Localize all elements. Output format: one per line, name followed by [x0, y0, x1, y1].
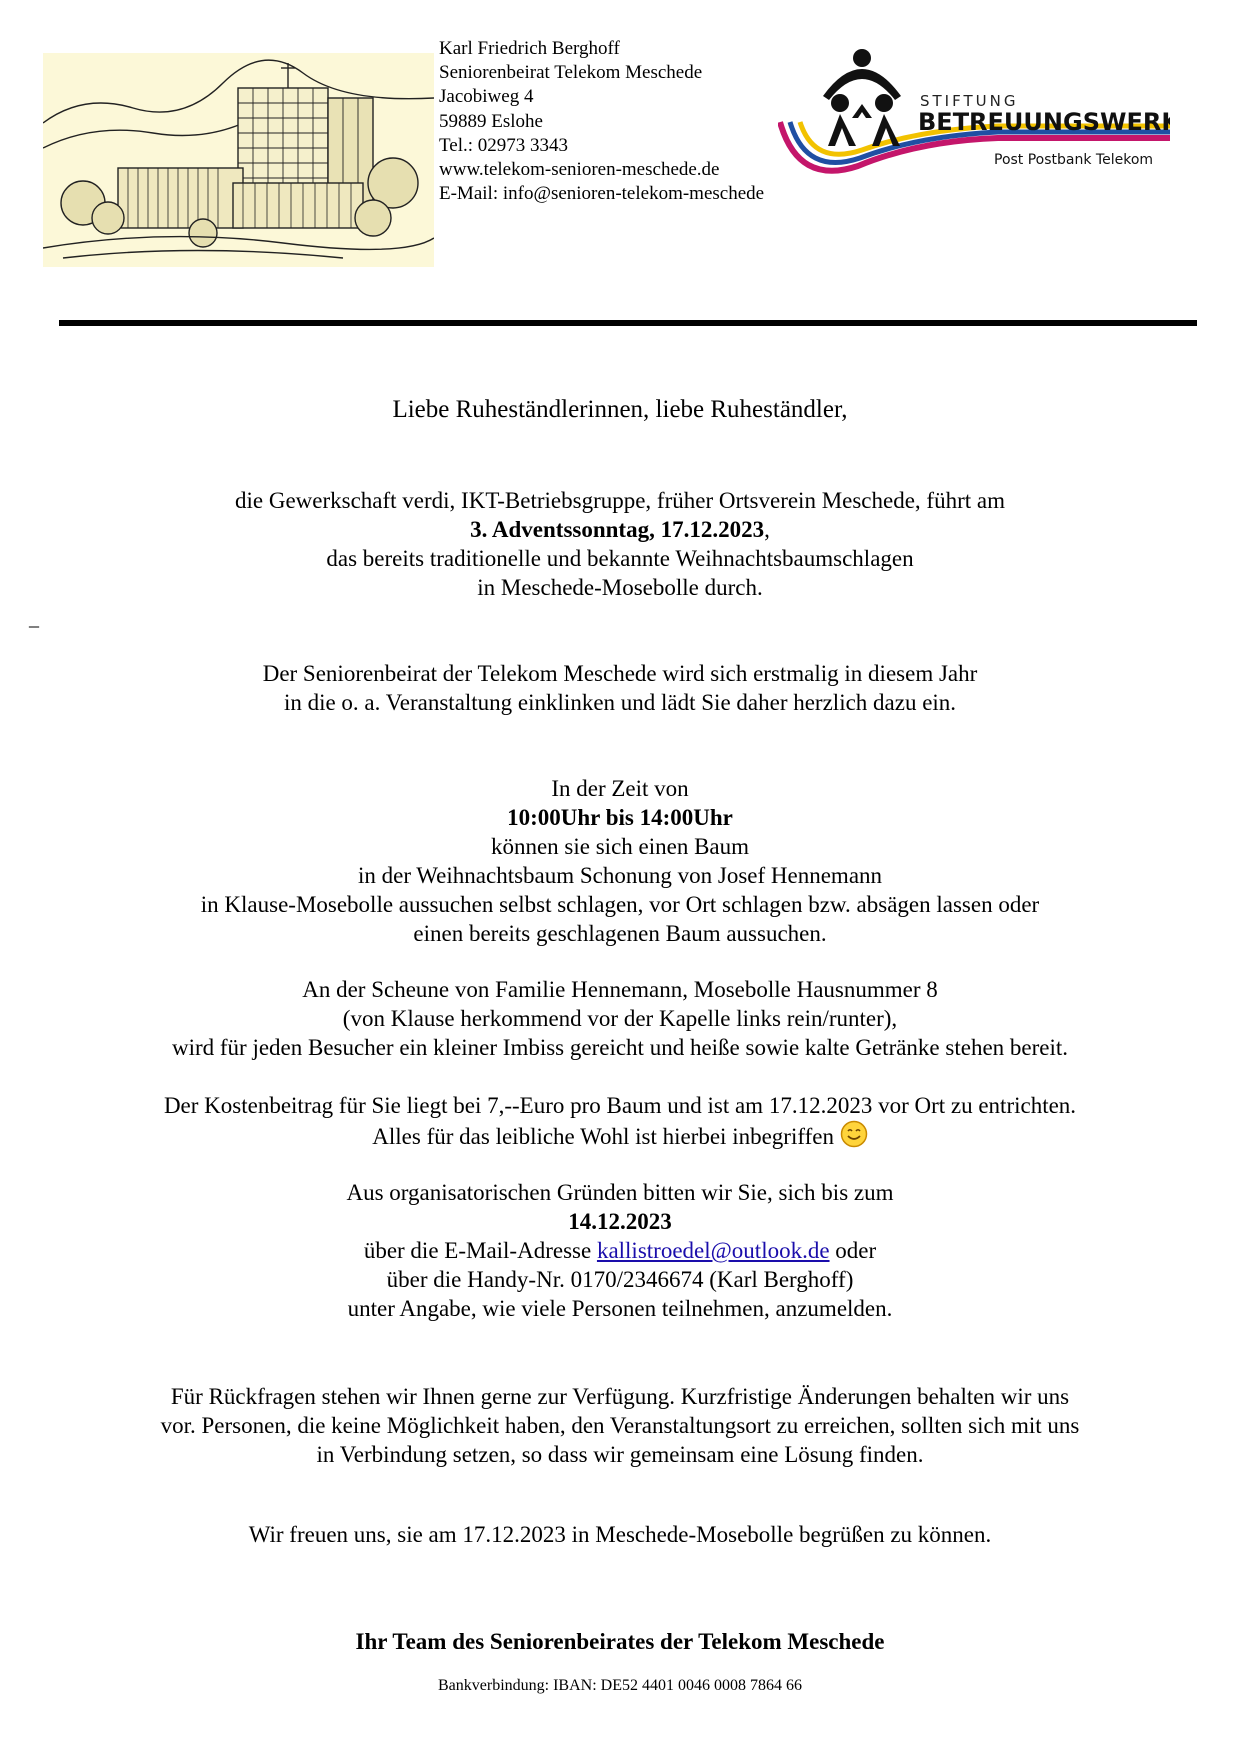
text-span: Alles für das leibliche Wohl ist hierbei inbegriffen: [372, 1124, 834, 1149]
stiftung-betreuungswerk-logo: [778, 46, 1170, 192]
text-line: [0, 1120, 1240, 1155]
address-line: Tel.: 02973 3343: [439, 134, 569, 156]
address-line: Seniorenbeirat Telekom Meschede: [439, 62, 703, 84]
building-sketch-image: [43, 53, 434, 267]
text-line: das bereits traditionelle und bekannte Weihnachtsbaumschlagen: [326, 546, 914, 571]
text-line: wird für jeden Besucher ein kleiner Imbiss gereicht und heiße sowie kalte Getränke stehen bereit.: [171, 1035, 1069, 1060]
text-line: über die Handy-Nr. 0170/2346674 (Karl Berghoff): [386, 1267, 854, 1292]
address-line: E-Mail: info@senioren-telekom-meschede: [439, 183, 765, 205]
bank-details: Bankverbindung: IBAN: DE52 4401 0046 0008 7864 66: [438, 1677, 802, 1694]
paragraph-location: [0, 975, 1240, 1062]
text-line: in Meschede-Mosebolle durch.: [477, 575, 763, 600]
text-line: in Klause-Mosebolle aussuchen selbst schlagen, vor Ort schlagen bzw. absägen lassen oder: [200, 892, 1040, 917]
text-line: vor. Personen, die keine Möglichkeit haben, den Veranstaltungsort zu erreichen, sollten sich mit uns: [160, 1413, 1080, 1438]
address-line: Karl Friedrich Berghoff: [439, 38, 620, 59]
text-line: [0, 515, 1240, 544]
text-line: In der Zeit von: [551, 776, 689, 801]
registration-deadline: 14.12.2023: [568, 1209, 672, 1234]
signature-text: Ihr Team des Seniorenbeirates der Telekom Meschede: [355, 1629, 885, 1654]
text-line: (von Klause herkommend vor der Kapelle links rein/runter),: [342, 1006, 898, 1031]
paragraph-registration: [0, 1178, 1240, 1323]
greeting: [0, 394, 1240, 426]
address-line: 59889 Eslohe: [439, 110, 543, 132]
address-line: Jacobiweg 4: [439, 86, 534, 108]
event-time: 10:00Uhr bis 14:00Uhr: [507, 805, 733, 830]
paragraph-time: [0, 774, 1240, 948]
text-line: [0, 1236, 1240, 1265]
paragraph-cost: [0, 1091, 1240, 1155]
text-line: in der Weihnachtsbaum Schonung von Josef Hennemann: [357, 863, 883, 888]
signature: [0, 1627, 1240, 1656]
text-span: oder: [829, 1238, 877, 1263]
paragraph-event-intro: [0, 486, 1240, 602]
text-line: einen bereits geschlagenen Baum aussuchen.: [413, 921, 827, 946]
logo-line-3: Post Postbank Telekom: [994, 152, 1154, 168]
event-date: 3. Adventssonntag, 17.12.2023: [470, 517, 765, 542]
event-date-suffix: ,: [764, 517, 770, 542]
logo-line-2: BETREUUNGSWERK: [918, 108, 1170, 136]
text-line: unter Angabe, wie viele Personen teilnehmen, anzumelden.: [347, 1296, 893, 1321]
text-line: Der Seniorenbeirat der Telekom Meschede wird sich erstmalig in diesem Jahr: [262, 661, 978, 686]
text-line: Wir freuen uns, sie am 17.12.2023 in Meschede-Mosebolle begrüßen zu können.: [248, 1522, 992, 1547]
email-link[interactable]: kallistroedel@outlook.de: [596, 1238, 830, 1263]
header-divider: [59, 320, 1197, 326]
text-line: in die o. a. Veranstaltung einklinken und lädt Sie daher herzlich dazu ein.: [283, 690, 957, 715]
greeting-text: Liebe Ruheständlerinnen, liebe Ruheständler,: [392, 396, 848, 423]
text-line: Der Kostenbeitrag für Sie liegt bei 7,--Euro pro Baum und ist am 17.12.2023 vor Ort zu entrichten.: [163, 1093, 1077, 1118]
text-line: Aus organisatorischen Gründen bitten wir Sie, sich bis zum: [346, 1180, 894, 1205]
text-line: in Verbindung setzen, so dass wir gemeinsam eine Lösung finden.: [316, 1442, 924, 1467]
smiley-icon: [840, 1120, 868, 1155]
text-line: können sie sich einen Baum: [490, 834, 750, 859]
address-line: www.telekom-senioren-meschede.de: [439, 159, 720, 181]
text-line: Für Rückfragen stehen wir Ihnen gerne zur Verfügung. Kurzfristige Änderungen behalten wir uns: [170, 1384, 1070, 1409]
sender-address-block: [439, 37, 764, 206]
paragraph-closing: [0, 1520, 1240, 1549]
margin-mark: _: [29, 608, 39, 630]
paragraph-invitation: [0, 659, 1240, 717]
text-span: über die E-Mail-Adresse: [363, 1238, 597, 1263]
logo-line-1: STIFTUNG: [920, 92, 1019, 110]
paragraph-questions: [0, 1382, 1240, 1469]
text-line: die Gewerkschaft verdi, IKT-Betriebsgruppe, früher Ortsverein Meschede, führt am: [234, 488, 1005, 513]
text-line: An der Scheune von Familie Hennemann, Mosebolle Hausnummer 8: [302, 977, 938, 1002]
